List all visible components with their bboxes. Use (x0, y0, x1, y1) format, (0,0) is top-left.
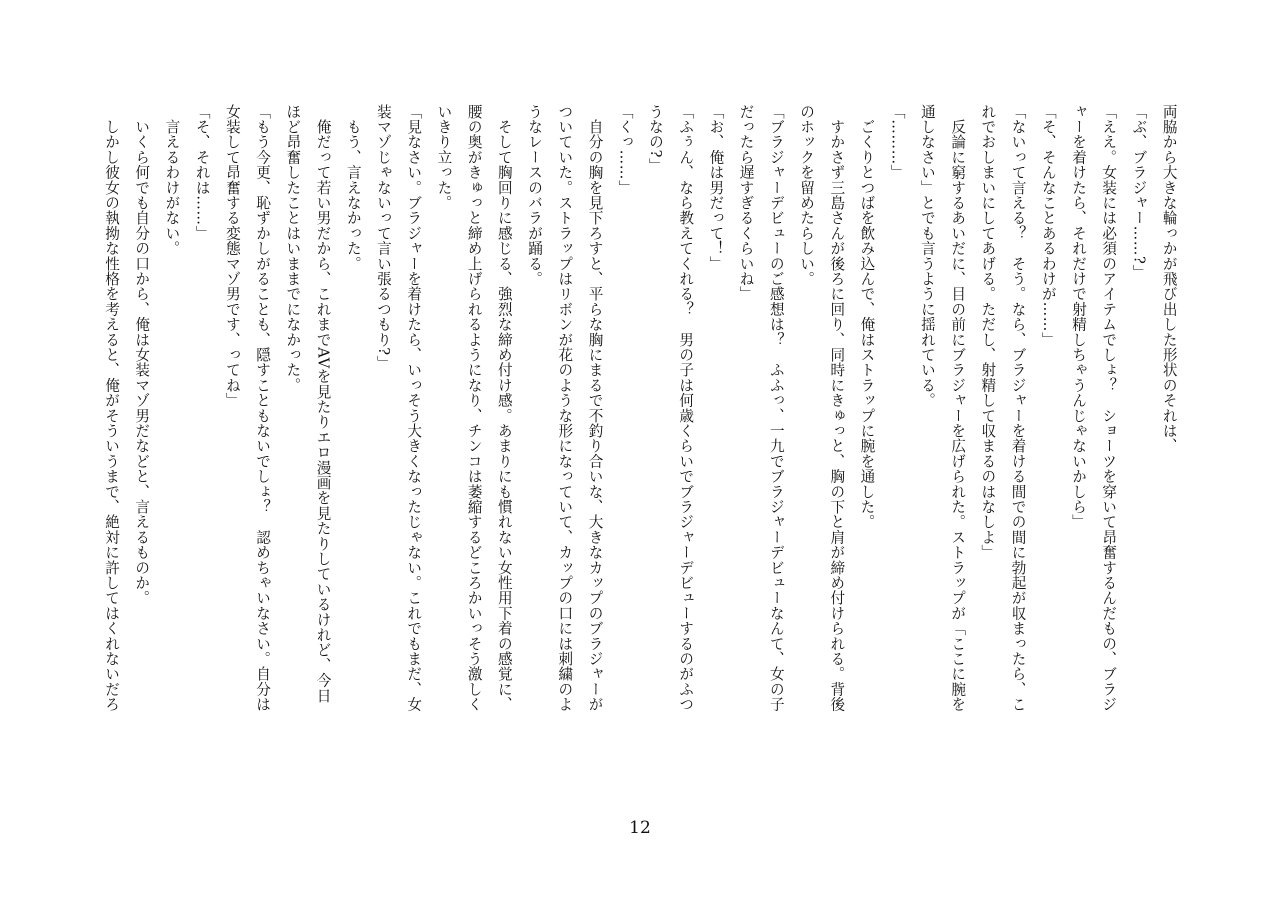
text-line: 装マゾじゃないって言い張るつもり?」 (374, 104, 392, 371)
text-line: のホックを留めたらしい。 (798, 104, 816, 287)
text-line: いきり立った。 (435, 104, 453, 211)
text-line: 「お、俺は男だって！」 (707, 104, 725, 272)
text-line: 「ええ。女装には必須のアイテムでしょ？ ショーツを穿いて昂奮するんだもの、ブラジ (1100, 104, 1118, 712)
text-line: もう、言えなかった。 (344, 104, 362, 272)
text-line: れでおしまいにしてあげる。ただし、射精して収まるのはなしよ」 (979, 104, 997, 560)
text-line: うなの?」 (646, 104, 664, 174)
text-line: 「………」 (888, 104, 906, 180)
text-line: 俺だって若い男だから、これまでAVを見たりエロ漫画を見たりしているけれど、今日 (314, 104, 332, 704)
text-line: 「もう今更、恥ずかしがることも、隠すこともないでしょ？ 認めちゃいなさい。自分は (254, 104, 272, 712)
text-line: 「そ、そんなことあるわけが……」 (1039, 104, 1057, 348)
page-number: 12 (629, 818, 651, 838)
text-line: しかし彼女の執拗な性格を考えると、俺がそういうまで、絶対に許してはくれないだろ (103, 104, 120, 712)
text-line: 通しなさい」とでも言うように揺れている。 (918, 104, 936, 408)
text-line: ごくりとつばを飲み込んで、俺はストラップに腕を通した。 (858, 104, 876, 530)
text-line: 腰の奥がきゅっと締め上げられるようになり、チンコは萎縮するどころかいっそう激しく (465, 104, 483, 712)
text-line: ついていた。ストラップはリボンが花のような形になっていて、カップの口には刺繍のよ (556, 104, 574, 712)
text-line: 反論に窮するあいだに、目の前にブラジャーを広げられた。ストラップが「ここに腕を (949, 104, 967, 712)
text-line: 「見なさい。ブラジャーを着けたら、いっそう大きくなったじゃない。これでもまだ、女 (405, 104, 423, 712)
text-line: 「ふぅん、なら教えてくれる？ 男の子は何歳くらいでブラジャーデビューするのがふつ (677, 104, 695, 712)
text-line: すかさず三島さんが後ろに回り、同時にきゅっと、胸の下と肩が締め付けられる。背後 (828, 104, 846, 712)
text-line: 自分の胸を見下ろすと、平らな胸にまるで不釣り合いな、大きなカップのブラジャーが (586, 104, 604, 712)
vertical-text-body (100, 104, 1180, 804)
text-line: 両脇から大きな輪っかが飛び出した形状のそれは、 (1160, 104, 1178, 454)
text-line: 「くっ……」 (616, 104, 634, 196)
text-line: 「ぶ、ブラジャー……?」 (1130, 104, 1148, 280)
text-line: 「そ、それは……」 (193, 104, 211, 241)
text-line: 「ないって言える？ そう。なら、ブラジャーを着ける間での間に勃起が収まったら、こ (1009, 104, 1027, 712)
text-line: だったら遅すぎるくらいね」 (737, 104, 755, 302)
text-line: いくら何でも自分の口から、俺は女装マゾ男だなどと、言えるものか。 (133, 104, 151, 606)
text-line: うなレースのバラが踊る。 (526, 104, 544, 287)
text-line: ャーを着けたら、それだけで射精しちゃうんじゃないかしら」 (1070, 104, 1087, 530)
text-line: ほど昂奮したことはいままでになかった。 (284, 104, 302, 393)
text-line: 「ブラジャーデビューのご感想は？ ふふっ、一九でブラジャーデビューなんて、女の子 (767, 104, 785, 712)
text-line: 女装して昂奮する変態マゾ男です、ってね」 (223, 104, 241, 408)
text-line: そして胸回りに感じる、強烈な締め付け感。あまりにも慣れない女性用下着の感覚に、 (495, 104, 513, 712)
text-line: 言えるわけがない。 (163, 104, 181, 256)
